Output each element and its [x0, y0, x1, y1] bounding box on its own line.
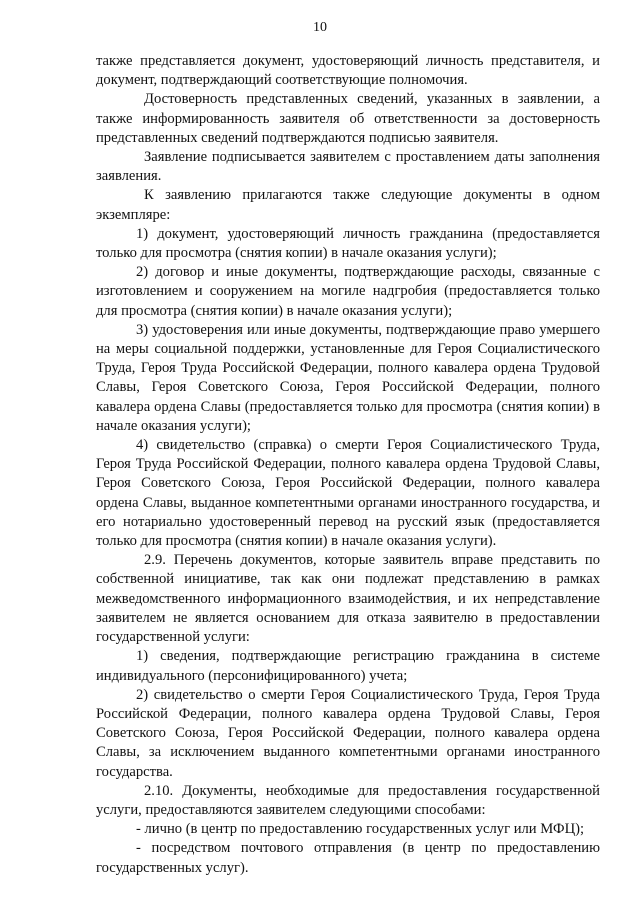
interagency-item-1: 1) сведения, подтверждающие регистрацию гражданина в системе индивидуального (персонифицированного) учета; — [96, 648, 600, 684]
document-body — [96, 52, 600, 878]
section-2-9: 2.9. Перечень документов, которые заявитель вправе представить по собственной инициативе, так как они подлежат представлению в рамках межведомственного информационного взаимодействия, и их непредставление заявителем не является основанием для отказа заявителю в предоставлении государственной услуги: — [96, 552, 600, 646]
attachment-item-2: 2) договор и иные документы, подтверждающие расходы, связанные с изготовлением и сооружением на могиле надгробия (предоставляется только для просмотра (снятия копии) в начале оказания услуги); — [96, 264, 600, 319]
attachment-item-3: 3) удостоверения или иные документы, подтверждающие право умершего на меры социальной поддержки, установленные для Героя Социалистического Труда, Героя Труда Российской Федерации, полного кавалера ордена Трудовой Славы, Героя Советского Союза, Героя Российской Федерации, полного кавалера ордена Славы (предоставляется только для просмотра (снятия копии) в начале оказания услуги); — [96, 321, 600, 434]
attachment-item-1: 1) документ, удостоверяющий личность гражданина (предоставляется только для просмотра (снятия копии) в начале оказания услуги); — [96, 225, 600, 262]
paragraph-signature: Заявление подписывается заявителем с проставлением даты заполнения заявления. — [96, 149, 600, 185]
submission-method-in-person: - лично (в центр по предоставлению государственных услуг или МФЦ); — [136, 821, 585, 838]
section-2-10: 2.10. Документы, необходимые для предоставления государственной услуги, предоставляются заявителем следующими способами: — [96, 782, 600, 818]
paragraph-continuation: также представляется документ, удостоверяющий личность представителя, и документ, подтверждающий соответствующие полномочия. — [96, 53, 600, 89]
paragraph-reliability: Достоверность представленных сведений, указанных в заявлении, а также информированность заявителя об ответственности за достоверность представленных сведений подтверждаются подписью заявителя. — [96, 91, 600, 146]
submission-method-post: - посредством почтового отправления (в центр по предоставлению государственных услуг). — [96, 840, 600, 876]
paragraph-attachments-intro: К заявлению прилагаются также следующие документы в одном экземпляре: — [96, 187, 600, 223]
page-number: 10 — [313, 20, 327, 35]
attachment-item-4: 4) свидетельство (справка) о смерти Героя Социалистического Труда, Героя Труда Российской Федерации, полного кавалера ордена Трудовой Славы, Героя Советского Союза, Героя Российской Федерации, полного кавалера ордена Славы, выданное компетентными органами иностранного государства, и его нотариально удостоверенный перевод на русский язык (предоставляется только для просмотра (снятия копии) в начале оказания услуги). — [96, 437, 600, 550]
interagency-item-2: 2) свидетельство о смерти Героя Социалистического Труда, Героя Труда Российской Федерации, полного кавалера ордена Трудовой Славы, Героя Советского Союза, Героя Российской Федерации, полного кавалера ордена Славы, за исключением выданного компетентными органами иностранного государства. — [96, 686, 600, 780]
